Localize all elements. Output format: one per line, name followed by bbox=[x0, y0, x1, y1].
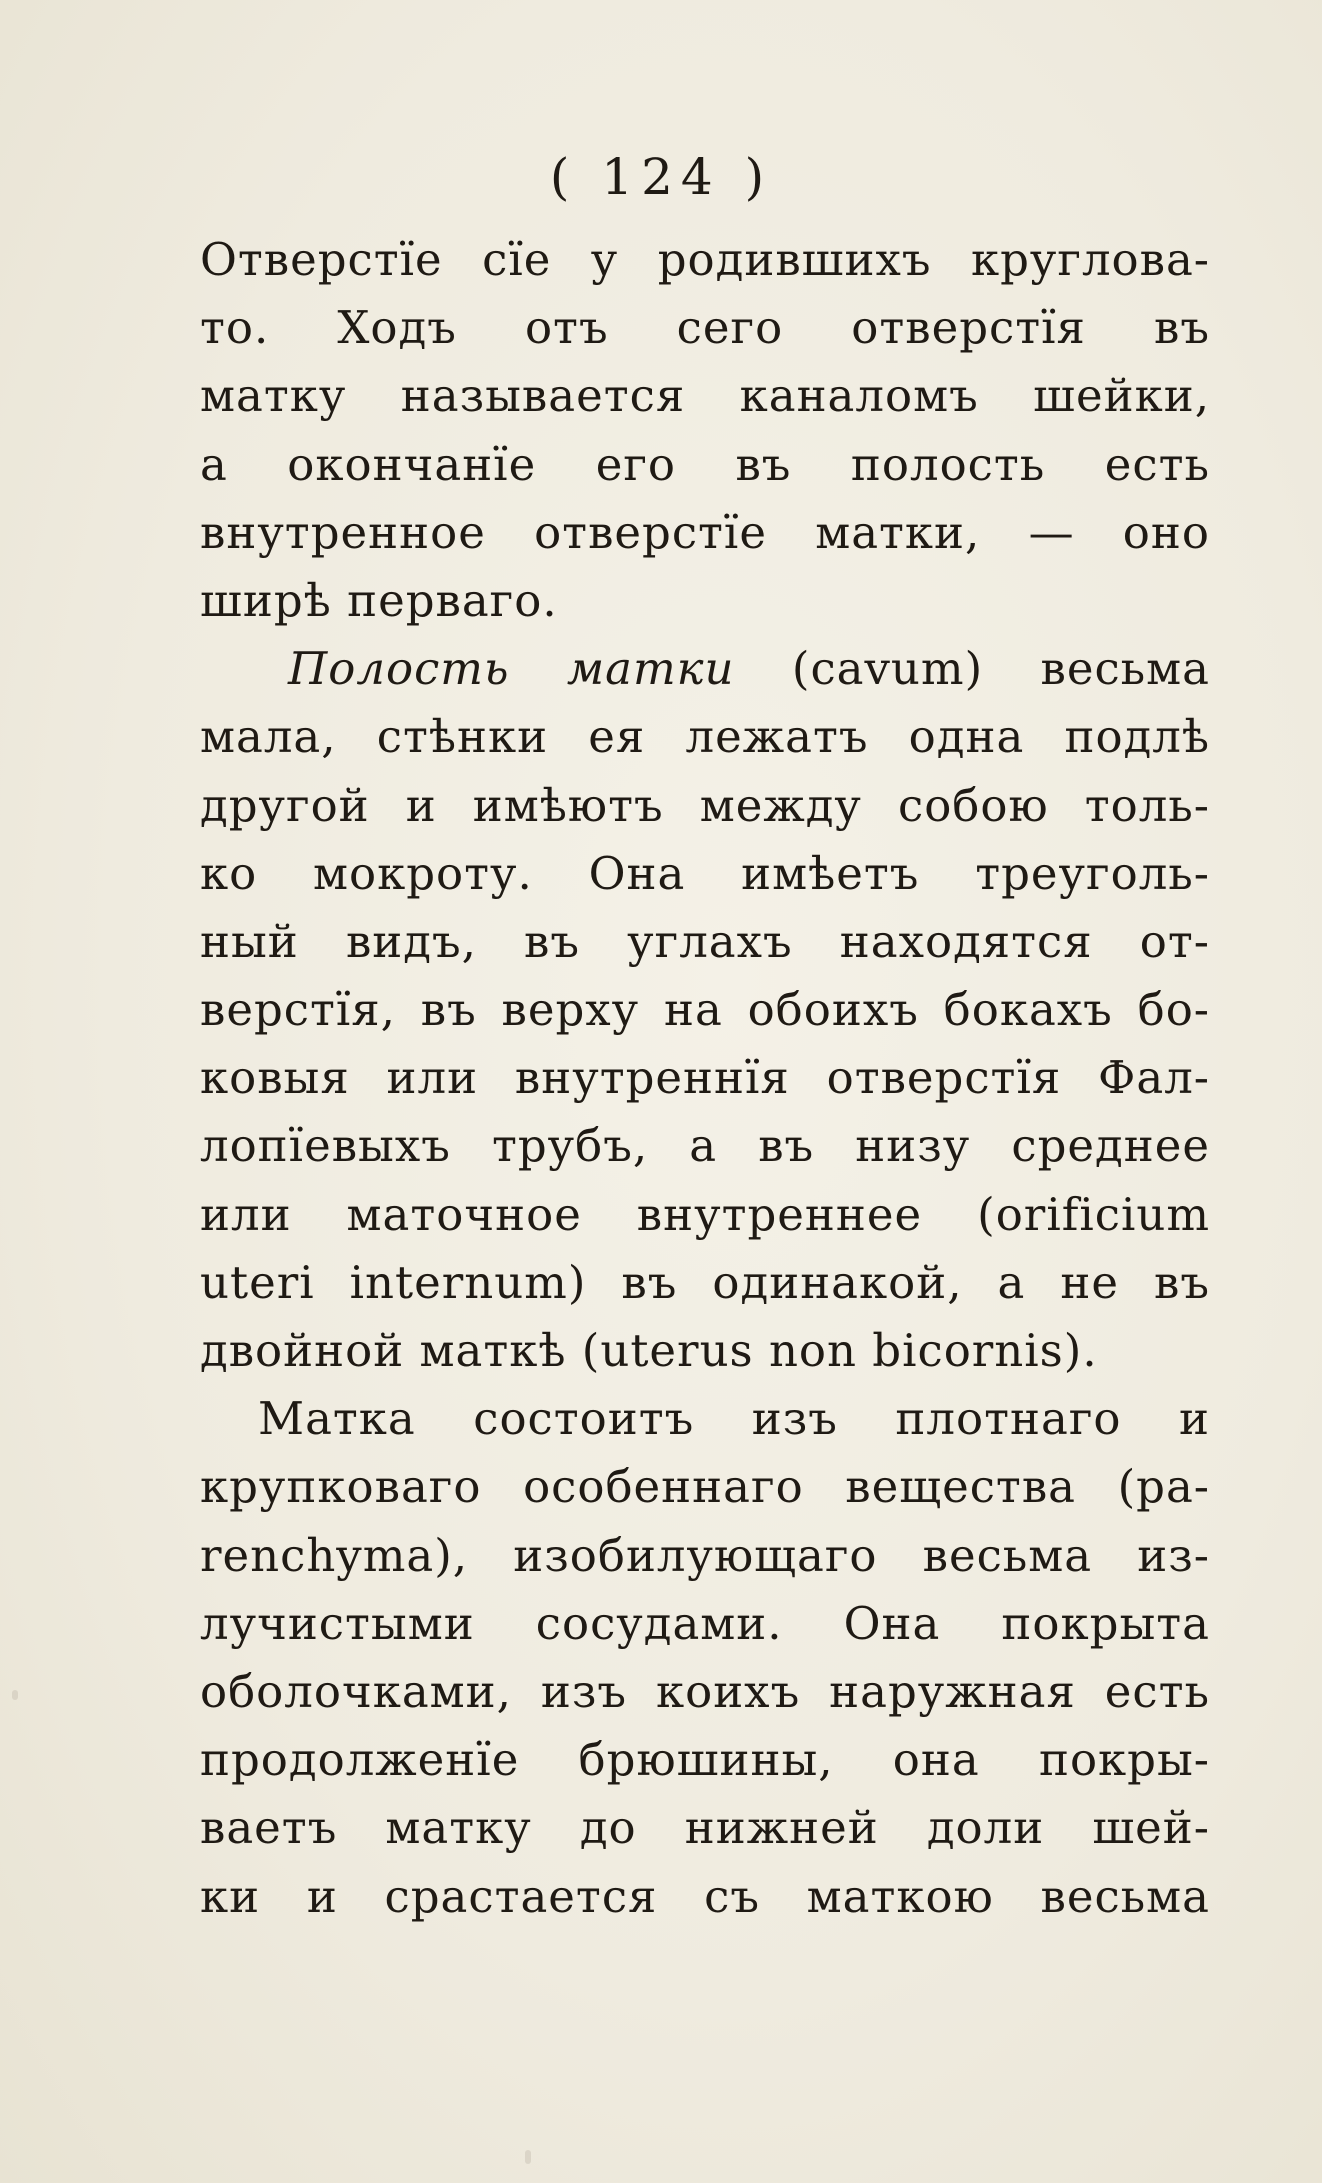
paragraph-1 bbox=[200, 226, 1210, 635]
text-line: продолженїе брюшины, она покры- bbox=[200, 1733, 1210, 1787]
text-line: оболочками, изъ коихъ наружная есть bbox=[200, 1664, 1210, 1718]
text-line: мала, стѣнки ея лежатъ одна подлѣ bbox=[200, 710, 1210, 764]
body-text bbox=[200, 226, 1210, 1931]
text-line: внутренное отверстїе матки, — оно bbox=[200, 505, 1210, 559]
text-line: лучистыми сосудами. Она покрыта bbox=[200, 1596, 1210, 1650]
text-line: то. Ходъ отъ сего отверстїя въ bbox=[200, 301, 1210, 355]
text-line: верстїя, въ верху на обоихъ бокахъ бо- bbox=[200, 983, 1210, 1037]
text-line: ковыя или внутреннїя отверстїя Фал- bbox=[200, 1051, 1210, 1105]
text-line: а окончанїе его въ полость есть bbox=[200, 437, 1210, 491]
text-line: матку называется каналомъ шейки, bbox=[200, 369, 1210, 423]
text-line: uteri internum) въ одинакой, а не въ bbox=[200, 1255, 1210, 1309]
text-line: ко мокроту. Она имѣетъ треуголь- bbox=[200, 846, 1210, 900]
text-line: renchyma), изобилующаго весьма из- bbox=[200, 1528, 1210, 1582]
text-fragment: (cavum) весьма bbox=[734, 642, 1211, 696]
text-line: или маточное внутреннее (orificium bbox=[200, 1187, 1210, 1241]
text-line: ки и срастается съ маткою весьма bbox=[200, 1869, 1210, 1923]
paper-speck bbox=[525, 2150, 531, 2164]
italic-term: Полость матки bbox=[288, 642, 735, 696]
paper-speck bbox=[12, 1690, 18, 1700]
text-line: другой и имѣютъ между собою толь- bbox=[200, 778, 1210, 832]
text-line: лопїевыхъ трубъ, а въ низу среднее bbox=[200, 1119, 1210, 1173]
text-line: ваетъ матку до нижней доли шей- bbox=[200, 1801, 1210, 1855]
text-line: Матка состоитъ изъ плотнаго и bbox=[258, 1392, 1210, 1446]
text-line: Отверстїе сїе у родившихъ круглова- bbox=[200, 233, 1210, 286]
text-line: ширѣ перваго. bbox=[200, 573, 558, 627]
paragraph-2 bbox=[200, 635, 1210, 1385]
text-line: двойной маткѣ (uterus non bicornis). bbox=[200, 1324, 1098, 1377]
text-line: крупковаго особеннаго вещества (pa- bbox=[200, 1460, 1210, 1514]
page-number: ( 124 ) bbox=[549, 148, 773, 206]
text-line: ный видъ, въ углахъ находятся от- bbox=[200, 914, 1210, 968]
text-line bbox=[200, 635, 1210, 703]
paragraph-3 bbox=[200, 1385, 1210, 1931]
